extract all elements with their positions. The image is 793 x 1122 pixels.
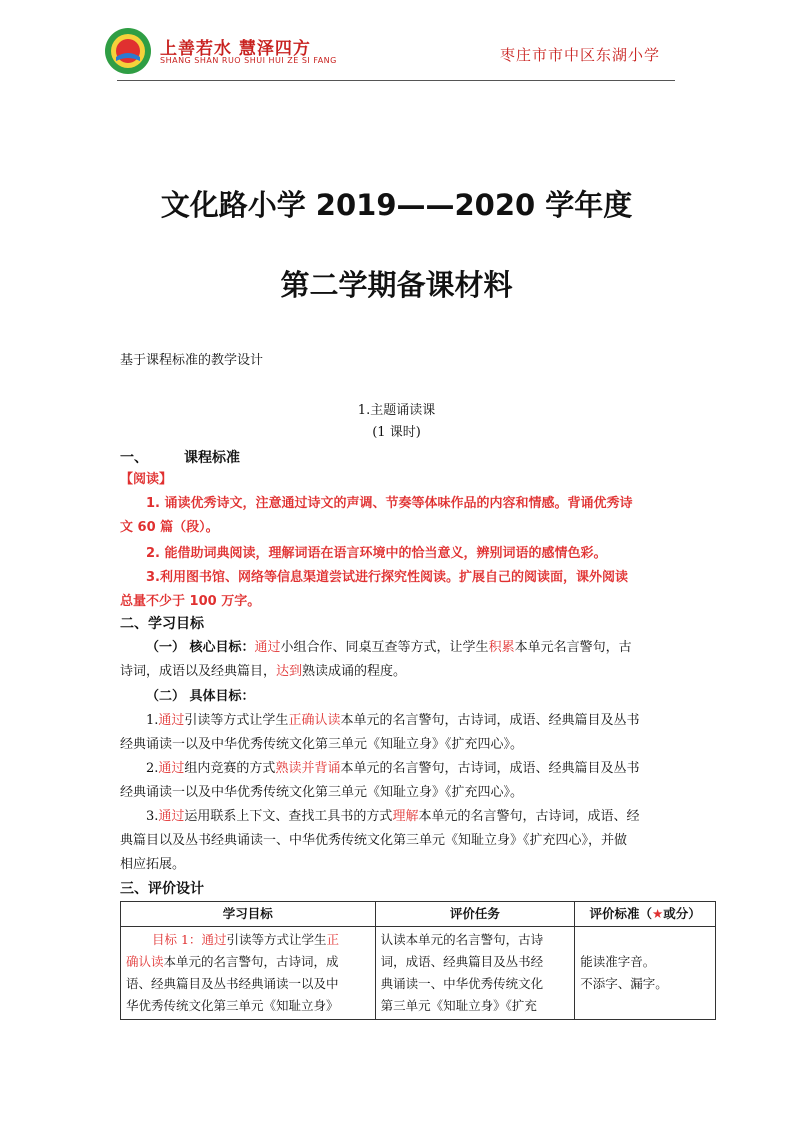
subtitle: 基于课程标准的教学设计 <box>120 353 264 368</box>
school-name: 枣庄市市中区东湖小学 <box>500 46 661 64</box>
standard-line: 2. 能借助词典阅读，理解词语在语言环境中的恰当意义，辨别词语的感情色彩。 <box>146 546 607 561</box>
text: 相应拓展。 <box>120 857 186 872</box>
column-header: 评价任务 <box>375 902 575 927</box>
star-icon: ★ <box>651 906 664 921</box>
section-title: 课程标准 <box>184 450 240 466</box>
keyword: 熟读并背诵 <box>275 761 341 776</box>
specific-goal-label: （二） 具体目标： <box>146 689 255 704</box>
table-header-row <box>121 902 716 927</box>
text: 能读准字音。 <box>580 954 656 969</box>
text: 经典诵读一以及中华优秀传统文化第三单元《知耻立身》《扩充四心》。 <box>120 737 524 752</box>
specific-goal-3 <box>120 805 676 877</box>
core-goal-label: （一） 核心目标： <box>146 640 255 655</box>
standard-item-3 <box>120 566 676 614</box>
standard-line: 1. 诵读优秀诗文，注意通过诗文的声调、节奏等体味作品的内容和情感。背诵优秀诗 <box>146 496 633 511</box>
text: 不添字、漏字。 <box>580 976 668 991</box>
standard-cell <box>575 927 716 1020</box>
text: 第三单元《知耻立身》《扩充 <box>380 998 537 1013</box>
text: 熟读成诵的程度。 <box>302 664 407 679</box>
core-goal <box>120 636 676 684</box>
text: 典诵读一、中华优秀传统文化 <box>380 976 544 991</box>
standard-item-2 <box>120 542 676 566</box>
table-row <box>121 927 716 1020</box>
standard-item-1 <box>120 492 676 540</box>
keyword: 通过 <box>254 640 281 655</box>
keyword: 通过 <box>158 761 185 776</box>
text: 本单元的名言警句，古诗词，成 <box>163 954 339 969</box>
text: 小组合作、同桌互查等方式，让学生 <box>280 640 489 655</box>
header-text: 或分） <box>663 906 701 921</box>
keyword: 积累 <box>488 640 515 655</box>
text: 经典诵读一以及中华优秀传统文化第三单元《知耻立身》《扩充四心》。 <box>120 785 524 800</box>
evaluation-table <box>120 901 716 1020</box>
text: 典篇目以及丛书经典诵读一、中华优秀传统文化第三单元《知耻立身》《扩充四心》，并做 <box>120 833 628 848</box>
section-eval-heading: 三、评价设计 <box>120 881 204 897</box>
header-divider <box>117 80 675 81</box>
page-title-line2: 第二学期备课材料 <box>280 268 513 302</box>
text: 本单元的名言警句，古诗词，成语、经典篇目及丛书 <box>340 713 640 728</box>
text: 诗词，成语以及经典篇目， <box>120 664 277 679</box>
keyword: 通过 <box>201 932 227 947</box>
standard-line: 3.利用图书馆、网络等信息渠道尝试进行探究性阅读。扩展自己的阅读面，课外阅读 <box>146 570 628 585</box>
text: 本单元的名言警句，古诗词，成语、经典篇目及丛书 <box>340 761 640 776</box>
school-logo <box>104 27 152 75</box>
text: 本单元的名言警句，古诗词，成语、经 <box>418 809 640 824</box>
text: 词，成语、经典篇目及丛书经 <box>380 954 544 969</box>
goal-number: 3. <box>146 809 159 824</box>
goal-number: 1. <box>146 713 159 728</box>
text: 本单元名言警句，古 <box>514 640 632 655</box>
keyword: 通过 <box>158 713 185 728</box>
specific-goal-2 <box>120 757 676 805</box>
lesson-title: 1.主题诵读课 <box>357 403 436 418</box>
section-goals-heading: 二、学习目标 <box>120 616 204 632</box>
reading-tag: 【阅读】 <box>120 472 173 487</box>
text: 运用联系上下文、查找工具书的方式 <box>184 809 393 824</box>
school-motto-pinyin: SHANG SHAN RUO SHUI HUI ZE SI FANG <box>160 56 337 65</box>
text: 引读等方式让学生 <box>226 932 327 947</box>
section-number: 一、 <box>120 450 148 466</box>
header-text: 评价标准（ <box>589 906 652 921</box>
page-title-line1: 文化路小学 2019——2020 学年度 <box>160 188 633 222</box>
keyword: 通过 <box>158 809 185 824</box>
standard-line: 总量不少于 100 万字。 <box>120 594 261 609</box>
keyword: 正 <box>326 932 339 947</box>
goal-cell <box>121 927 376 1020</box>
text: 语、经典篇目及丛书经典诵读一以及中 <box>126 976 339 991</box>
text: 引读等方式让学生 <box>184 713 289 728</box>
standard-line: 文 60 篇（段）。 <box>120 520 219 535</box>
keyword: 达到 <box>276 664 303 679</box>
keyword: 正确认读 <box>288 713 341 728</box>
text: 组内竞赛的方式 <box>184 761 276 776</box>
section-standards-heading <box>120 447 240 467</box>
goal-label: 目标 1： <box>152 932 202 947</box>
keyword: 理解 <box>392 809 419 824</box>
column-header <box>575 902 716 927</box>
text: 认读本单元的名言警句，古诗 <box>380 932 544 947</box>
text: 华优秀传统文化第三单元《知耻立身》 <box>126 998 339 1013</box>
lesson-hours: (1 课时) <box>372 425 421 440</box>
task-cell <box>375 927 575 1020</box>
school-motto: 上善若水 慧泽四方 <box>160 39 311 59</box>
specific-goal-1 <box>120 709 676 757</box>
goal-number: 2. <box>146 761 159 776</box>
keyword: 确认读 <box>126 954 164 969</box>
column-header: 学习目标 <box>121 902 376 927</box>
